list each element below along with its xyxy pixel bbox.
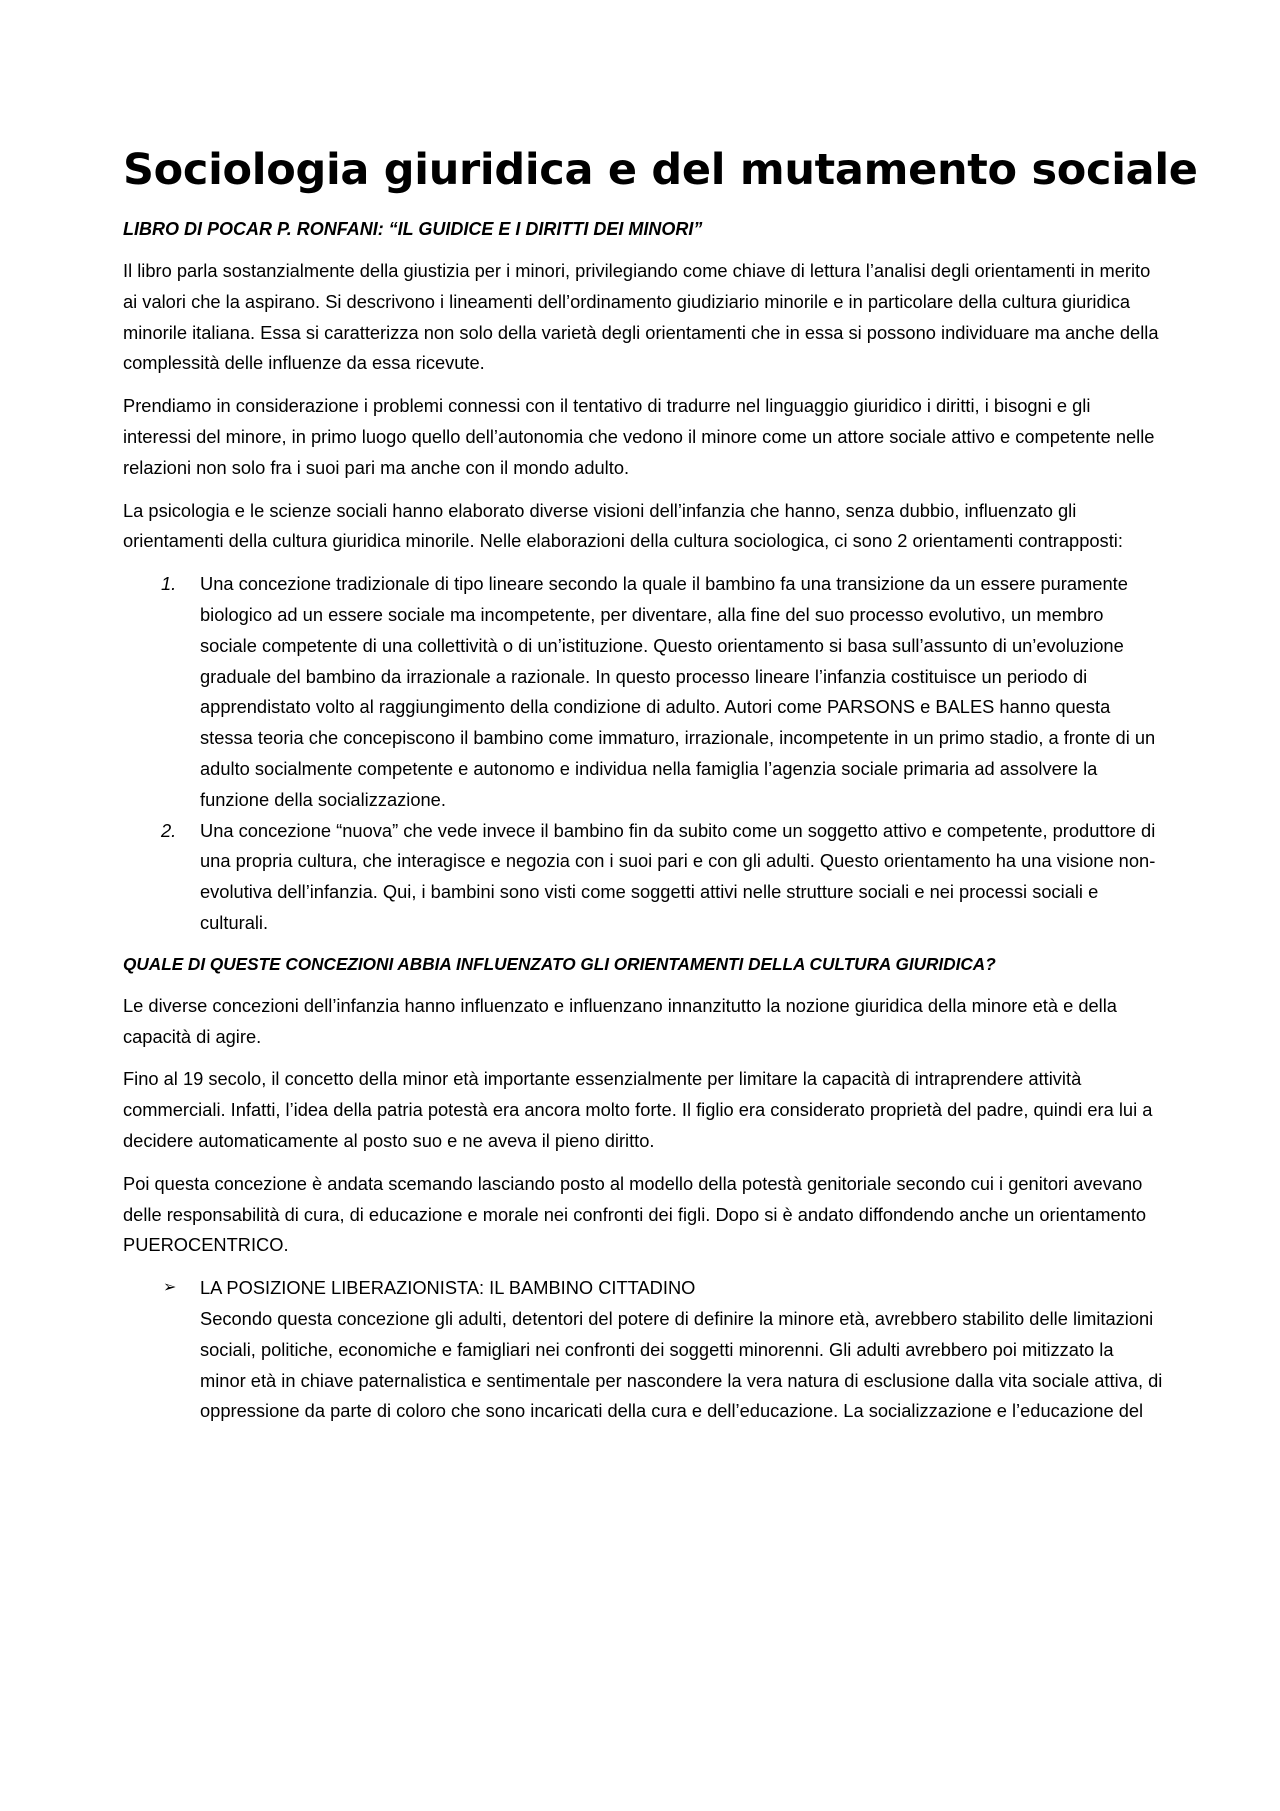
bullet-heading: LA POSIZIONE LIBERAZIONISTA: IL BAMBINO CITTADINO (200, 1277, 696, 1299)
arrowhead-bullet-icon: ➢ (163, 1279, 177, 1297)
paragraph-intro-1: Il libro parla sostanzialmente della giustizia per i minori, privilegiando come chiave di lettura l’analisi degli orientamenti in merito ai valori che la aspirano. Si descrivono i lineamenti dell’ordinamento giudiziario minorile e in particolare della cultura giuridica minorile italiana. Essa si caratterizza non solo della varietà degli orientamenti che in essa si possono individuare ma anche della complessità delle influenze da essa ricevute. (123, 260, 1159, 374)
bullet-text: Secondo questa concezione gli adulti, detentori del potere di definire la minore età, avrebbero stabilito delle limitazioni sociali, politiche, economiche e famigliari nei confronti dei soggetti minorenni. Gli adulti avrebbero poi mitizzato la minor età in chiave paternalistica e sentimentale per nascondere la vera natura di esclusione dalla vita sociale attiva, di oppressione da parte di coloro che sono incaricati della cura e dell’educazione. La socializzazione e l’educazione del (200, 1307, 1163, 1422)
list-item (123, 816, 1163, 939)
bullet-list-item (123, 1273, 1163, 1427)
list-item-number: 2. (161, 819, 177, 841)
list-item-text: Una concezione tradizionale di tipo lineare secondo la quale il bambino fa una transizione da un essere puramente biologico ad un essere sociale ma incompetente, per diventare, alla fine del suo processo evolutivo, un membro sociale competente di una collettività o di un’istituzione. Questo orientamento si basa sull’assunto di un’evoluzione graduale del bambino da irrazionale a razionale. In questo processo lineare l’infanzia costituisce un periodo di apprendistato volto al raggiungimento della condizione di adulto. Autori come PARSONS e BALES hanno questa stessa teoria che concepiscono il bambino come immaturo, irrazionale, incompetente in un primo stadio, a fronte di un adulto socialmente competente e autonomo e individua nella famiglia l’agenzia sociale primaria ad assolvere la funzione della socializzazione. (200, 573, 1156, 810)
question-heading: QUALE DI QUESTE CONCEZIONI ABBIA INFLUENZATO GLI ORIENTAMENTI DELLA CULTURA GIURIDICA? (123, 953, 996, 974)
numbered-list (123, 569, 1163, 939)
list-item (123, 569, 1163, 815)
paragraph-intro-3: La psicologia e le scienze sociali hanno elaborato diverse visioni dell’infanzia che hanno, senza dubbio, influenzato gli orientamenti della cultura giuridica minorile. Nelle elaborazioni della cultura sociologica, ci sono 2 orientamenti contrapposti: (123, 499, 1123, 552)
paragraph-after-3: Poi questa concezione è andata scemando lasciando posto al modello della potestà genitoriale secondo cui i genitori avevano delle responsabilità di cura, di educazione e morale nei confronti dei figli. Dopo si è andato diffondendo anche un orientamento PUEROCENTRICO. (123, 1172, 1147, 1256)
paragraph-intro-2: Prendiamo in considerazione i problemi connessi con il tentativo di tradurre nel linguaggio giuridico i diritti, i bisogni e gli interessi del minore, in primo luogo quello dell’autonomia che vedono il minore come un attore sociale attivo e competente nelle relazioni non solo fra i suoi pari ma anche con il mondo adulto. (123, 395, 1155, 478)
paragraph-after-2: Fino al 19 secolo, il concetto della minor età importante essenzialmente per limitare la capacità di intraprendere attività commerciali. Infatti, l’idea della patria potestà era ancora molto forte. Il figlio era considerato proprietà del padre, quindi era lui a decidere automaticamente al posto suo e ne aveva il pieno diritto. (123, 1068, 1153, 1151)
bullet-list (123, 1273, 1163, 1427)
book-subtitle: LIBRO DI POCAR P. RONFANI: “IL GUIDICE E I DIRITTI DEI MINORI” (123, 219, 703, 239)
list-item-number: 1. (161, 573, 177, 595)
document-page (123, 140, 1198, 1427)
list-item-text: Una concezione “nuova” che vede invece il bambino fin da subito come un soggetto attivo e competente, produttore di una propria cultura, che interagisce e negozia con i suoi pari e con gli adulti. Questo orientamento ha una visione non-evolutiva dell’infanzia. Qui, i bambini sono visti come soggetti attivi nelle strutture sociali e nei processi sociali e culturali. (200, 819, 1156, 933)
paragraph-after-1: Le diverse concezioni dell’infanzia hanno influenzato e influenzano innanzitutto la nozione giuridica della minore età e della capacità di agire. (123, 994, 1117, 1047)
page-title: Sociologia giuridica e del mutamento sociale (123, 145, 1198, 195)
